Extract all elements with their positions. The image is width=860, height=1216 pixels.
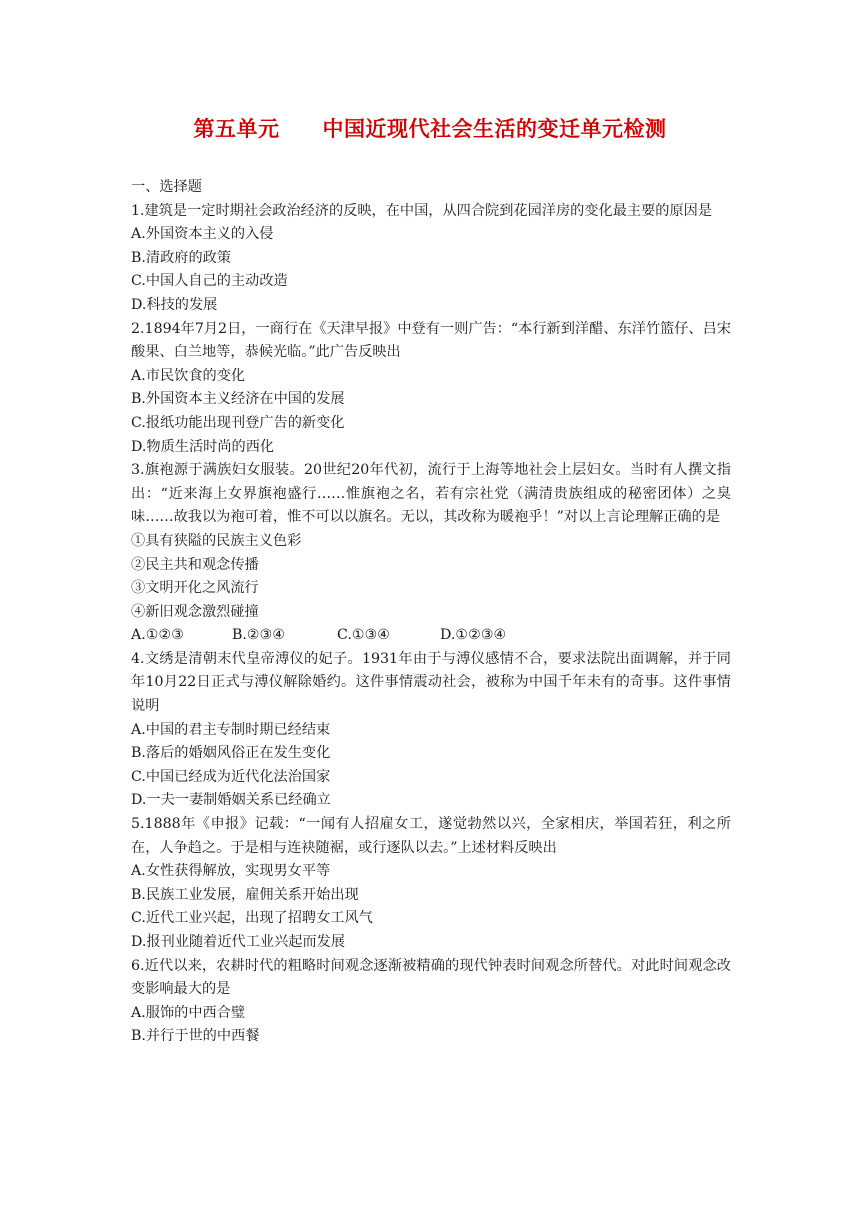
option-a: A.服饰的中西合璧 [131, 1004, 246, 1021]
option-a: A.中国的君主专制时期已经结束 [131, 721, 331, 738]
option-a: A.市民饮食的变化 [131, 367, 246, 384]
option-d: D.一夫一妻制婚姻关系已经确立 [131, 792, 331, 809]
question-stem: 4.文绣是清朝末代皇帝溥仪的妃子。1931年由于与溥仪感情不合，要求法院出面调解，并于同年10月22日正式与溥仪解除婚约。这件事情震动社会，被称为中国千年未有的奇事。这件事情说明 [131, 650, 731, 715]
option-a: A.外国资本主义的入侵 [131, 226, 274, 243]
option-b: B.落后的婚姻风俗正在发生变化 [131, 745, 331, 762]
question-stem: 3.旗袍源于满族妇女服装。20世纪20年代初，流行于上海等地社会上层妇女。当时有人撰文指出：“近来海上女界旗袍盛行……惟旗袍之名，若有宗社党（满清贵族组成的秘密团体）之臭味……故我以为袍可着，惟不可以以旗名。无以，其改称为暖袍乎！”对以上言论理解正确的是 [131, 462, 731, 526]
question-2 [131, 318, 731, 460]
question-5 [131, 813, 731, 955]
option-c: C.中国已经成为近代化法治国家 [131, 768, 331, 785]
question-stem: 1.建筑是一定时期社会政治经济的反映，在中国，从四合院到花园洋房的变化最主要的原因是 [131, 202, 713, 219]
question-6 [131, 955, 731, 1049]
question-stem: 5.1888年《申报》记载：“一闻有人招雇女工，遂觉勃然以兴，全家相庆，举国若狂，利之所在，人争趋之。于是相与连袂随裾，或行逐队以去。”上述材料反映出 [131, 816, 731, 856]
question-stem: 6.近代以来，农耕时代的粗略时间观念逐渐被精确的现代钟表时间观念所替代。对此时间观念改变影响最大的是 [131, 957, 731, 998]
option-a: A.女性获得解放，实现男女平等 [131, 863, 331, 880]
page-title: 第五单元 中国近现代社会生活的变迁单元检测 [193, 117, 667, 141]
option-d: D.科技的发展 [131, 296, 218, 313]
option-c: C.近代工业兴起，出现了招聘女工风气 [131, 910, 373, 927]
option-c: C.报纸功能出现刊登广告的新变化 [131, 414, 345, 431]
statement-1: ①具有狭隘的民族主义色彩 [131, 532, 302, 549]
option-c: C.中国人自己的主动改造 [131, 273, 288, 290]
question-1 [131, 200, 731, 318]
option-c: C.①③④ [337, 627, 391, 644]
statement-3: ③文明开化之风流行 [131, 580, 259, 597]
option-d: D.报刊业随着近代工业兴起而发展 [131, 934, 346, 950]
question-4 [131, 648, 731, 813]
section-heading: 一、选择题 [131, 179, 202, 195]
option-a: A.①②③ [131, 627, 184, 644]
option-b: B.民族工业发展，雇佣关系开始出现 [131, 886, 359, 903]
statement-2: ②民主共和观念传播 [131, 556, 259, 573]
option-b: B.外国资本主义经济在中国的发展 [131, 391, 345, 408]
statement-4: ④新旧观念激烈碰撞 [131, 603, 259, 620]
question-stem: 2.1894年7月2日，一商行在《天津早报》中登有一则广告：“本行新到洋醋、东洋竹篮仔、吕宋酸果、白兰地等，恭候光临。”此广告反映出 [131, 320, 731, 361]
question-3 [131, 459, 731, 648]
document-body [131, 176, 731, 1049]
option-b: B.并行于世的中西餐 [131, 1028, 260, 1045]
option-d: D.①②③④ [440, 627, 507, 644]
option-b: B.清政府的政策 [131, 249, 232, 266]
option-b: B.②③④ [232, 627, 286, 644]
option-d: D.物质生活时尚的西化 [131, 438, 275, 455]
options-row [131, 624, 731, 648]
